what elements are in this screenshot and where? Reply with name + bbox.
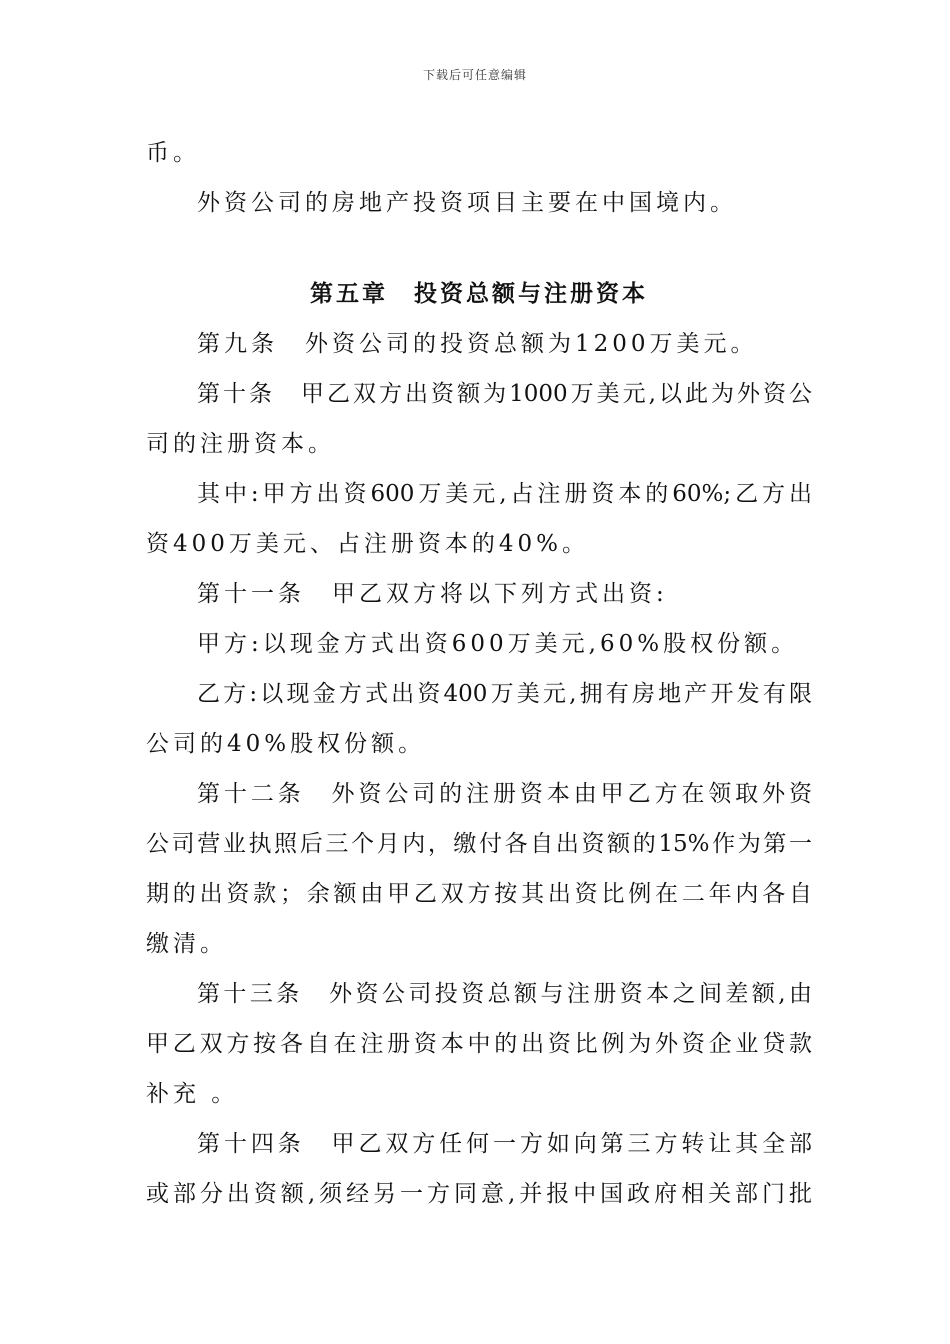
paragraph-line: 公司营业执照后三个月内，缴付各自出资额的15%作为第一 [146, 831, 812, 857]
document-body [146, 128, 812, 1219]
article-12-line: 第十二条 外资公司的注册资本由甲乙方在领取外资 [197, 781, 812, 807]
paragraph-line: 甲乙双方按各自在注册资本中的出资比例为外资企业贷款 [146, 1031, 812, 1057]
paragraph-line: 其中:甲方出资600万美元,占注册资本的60%;乙方出 [197, 481, 812, 507]
section-gap [146, 228, 812, 269]
article-9-line: 第九条 外资公司的投资总额为1200万美元。 [197, 331, 758, 357]
paragraph-line: 缴清。 [146, 931, 227, 957]
article-11-line: 第十一条 甲乙双方将以下列方式出资: [197, 581, 668, 607]
article-13-line: 第十三条 外资公司投资总额与注册资本之间差额,由 [197, 981, 812, 1007]
chapter-heading: 第五章 投资总额与注册资本 [310, 280, 648, 307]
page-header-note: 下载后可任意编辑 [422, 68, 527, 82]
article-10-line: 第十条 甲乙双方出资额为1000万美元,以此为外资公 [197, 381, 812, 407]
paragraph-line: 币。 [146, 140, 200, 166]
paragraph-line: 或部分出资额,须经另一方同意,并报中国政府相关部门批 [146, 1181, 812, 1207]
paragraph-line: 公司的40%股权份额。 [146, 731, 426, 757]
paragraph-line: 外资公司的房地产投资项目主要在中国境内。 [197, 190, 737, 216]
paragraph-line: 甲方:以现金方式出资600万美元,60%股权份额。 [197, 631, 799, 657]
paragraph-line: 乙方:以现金方式出资400万美元,拥有房地产开发有限 [197, 681, 812, 707]
paragraph-line: 资400万美元、占注册资本的40%。 [146, 531, 590, 557]
paragraph-line: 期的出资款；余额由甲乙双方按其出资比例在二年内各自 [146, 881, 812, 907]
paragraph-line: 补充 。 [146, 1081, 239, 1107]
paragraph-line: 司的注册资本。 [146, 431, 335, 457]
article-14-line: 第十四条 甲乙双方任何一方如向第三方转让其全部 [197, 1131, 812, 1157]
